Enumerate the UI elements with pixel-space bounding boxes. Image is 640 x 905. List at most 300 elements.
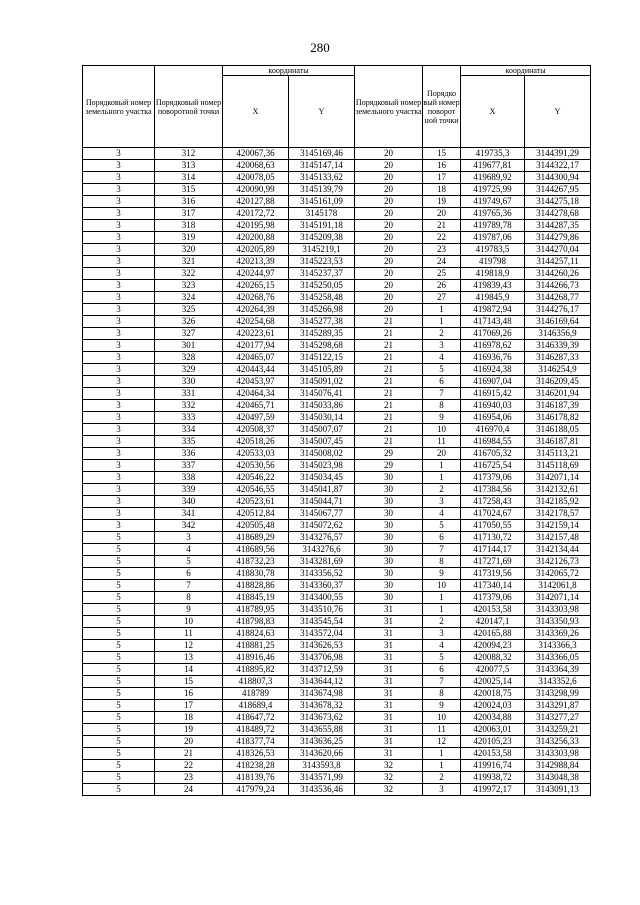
cell-x: 420546,55 xyxy=(223,484,289,496)
cell-point: 337 xyxy=(155,460,223,472)
cell-parcel-right: 20 xyxy=(355,244,423,256)
cell-y-right: 3144279,86 xyxy=(525,232,591,244)
table-row xyxy=(83,628,591,640)
cell-x: 420264,39 xyxy=(223,304,289,316)
cell-x: 420512,84 xyxy=(223,508,289,520)
cell-y: 3145105,89 xyxy=(289,364,355,376)
cell-y: 3143400,55 xyxy=(289,592,355,604)
cell-y: 3145277,38 xyxy=(289,316,355,328)
cell-x-right: 416924,38 xyxy=(461,364,525,376)
table-row xyxy=(83,460,591,472)
cell-y: 3145008,02 xyxy=(289,448,355,460)
cell-y-right: 3142178,57 xyxy=(525,508,591,520)
cell-parcel: 3 xyxy=(83,364,155,376)
cell-y: 3145250,05 xyxy=(289,280,355,292)
cell-parcel-right: 20 xyxy=(355,220,423,232)
cell-parcel: 5 xyxy=(83,616,155,628)
cell-parcel: 3 xyxy=(83,496,155,508)
cell-x: 418647,72 xyxy=(223,712,289,724)
cell-x: 418789,95 xyxy=(223,604,289,616)
cell-parcel: 3 xyxy=(83,256,155,268)
cell-point-right: 2 xyxy=(423,616,461,628)
cell-point-right: 8 xyxy=(423,688,461,700)
cell-parcel: 3 xyxy=(83,472,155,484)
cell-point-right: 27 xyxy=(423,292,461,304)
cell-y-right: 3142065,72 xyxy=(525,568,591,580)
cell-y: 3145007,07 xyxy=(289,424,355,436)
table-row xyxy=(83,316,591,328)
cell-y-right: 3143048,38 xyxy=(525,772,591,784)
cell-parcel: 3 xyxy=(83,412,155,424)
cell-y: 3145219,1 xyxy=(289,244,355,256)
cell-y-right: 3144275,18 xyxy=(525,196,591,208)
cell-point-right: 15 xyxy=(423,148,461,160)
cell-x-right: 416978,62 xyxy=(461,340,525,352)
table-row xyxy=(83,328,591,340)
cell-x: 420443,44 xyxy=(223,364,289,376)
table-row xyxy=(83,532,591,544)
cell-parcel-right: 20 xyxy=(355,196,423,208)
table-row xyxy=(83,700,591,712)
cell-y: 3145034,45 xyxy=(289,472,355,484)
cell-x: 418828,86 xyxy=(223,580,289,592)
header-point-number-right: Порядко вый номер поворот ной точки xyxy=(423,66,461,148)
cell-x-right: 417130,72 xyxy=(461,532,525,544)
cell-y: 3145147,14 xyxy=(289,160,355,172)
cell-point: 11 xyxy=(155,628,223,640)
cell-point: 339 xyxy=(155,484,223,496)
cell-point-right: 20 xyxy=(423,208,461,220)
cell-x: 420213,39 xyxy=(223,256,289,268)
cell-point-right: 11 xyxy=(423,724,461,736)
cell-point: 22 xyxy=(155,760,223,772)
table-row xyxy=(83,616,591,628)
cell-parcel-right: 21 xyxy=(355,424,423,436)
cell-x-right: 417024,67 xyxy=(461,508,525,520)
cell-parcel-right: 20 xyxy=(355,184,423,196)
cell-parcel-right: 30 xyxy=(355,472,423,484)
cell-parcel: 5 xyxy=(83,568,155,580)
cell-x: 418807,3 xyxy=(223,676,289,688)
cell-y-right: 3146287,33 xyxy=(525,352,591,364)
cell-x-right: 420063,01 xyxy=(461,724,525,736)
cell-x: 420067,36 xyxy=(223,148,289,160)
cell-x: 420464,34 xyxy=(223,388,289,400)
cell-x: 420546,22 xyxy=(223,472,289,484)
cell-parcel: 3 xyxy=(83,172,155,184)
table-row xyxy=(83,592,591,604)
cell-x-right: 420153,58 xyxy=(461,748,525,760)
cell-point-right: 3 xyxy=(423,784,461,796)
cell-x-right: 420165,88 xyxy=(461,628,525,640)
cell-x-right: 420105,23 xyxy=(461,736,525,748)
cell-parcel: 5 xyxy=(83,700,155,712)
cell-x-right: 416940,03 xyxy=(461,400,525,412)
cell-point-right: 1 xyxy=(423,760,461,772)
cell-x-right: 416954,06 xyxy=(461,412,525,424)
cell-parcel-right: 30 xyxy=(355,508,423,520)
cell-point: 23 xyxy=(155,772,223,784)
table-row xyxy=(83,256,591,268)
cell-point-right: 2 xyxy=(423,772,461,784)
table-row xyxy=(83,748,591,760)
cell-x-right: 417144,17 xyxy=(461,544,525,556)
table-row xyxy=(83,352,591,364)
cell-parcel: 3 xyxy=(83,520,155,532)
cell-point: 327 xyxy=(155,328,223,340)
cell-x: 418377,74 xyxy=(223,736,289,748)
cell-y-right: 3143091,13 xyxy=(525,784,591,796)
cell-point: 326 xyxy=(155,316,223,328)
cell-point-right: 5 xyxy=(423,520,461,532)
cell-parcel: 3 xyxy=(83,424,155,436)
cell-parcel: 3 xyxy=(83,292,155,304)
cell-y: 3145161,09 xyxy=(289,196,355,208)
cell-parcel-right: 30 xyxy=(355,484,423,496)
page-number: 280 xyxy=(310,40,330,55)
cell-x-right: 419735,3 xyxy=(461,148,525,160)
table-row xyxy=(83,184,591,196)
cell-x-right: 417050,55 xyxy=(461,520,525,532)
cell-x: 418845,19 xyxy=(223,592,289,604)
cell-parcel: 5 xyxy=(83,664,155,676)
cell-x-right: 416970,4 xyxy=(461,424,525,436)
cell-x: 420205,89 xyxy=(223,244,289,256)
table-row xyxy=(83,712,591,724)
cell-point: 19 xyxy=(155,724,223,736)
cell-point: 24 xyxy=(155,784,223,796)
cell-point: 340 xyxy=(155,496,223,508)
cell-parcel-right: 21 xyxy=(355,400,423,412)
cell-point-right: 19 xyxy=(423,196,461,208)
cell-parcel: 5 xyxy=(83,688,155,700)
cell-y-right: 3146178,82 xyxy=(525,412,591,424)
cell-parcel-right: 31 xyxy=(355,604,423,616)
cell-point: 338 xyxy=(155,472,223,484)
cell-y-right: 3146187,39 xyxy=(525,400,591,412)
cell-point: 323 xyxy=(155,280,223,292)
cell-x-right: 420153,58 xyxy=(461,604,525,616)
cell-x-right: 419972,17 xyxy=(461,784,525,796)
table-row xyxy=(83,496,591,508)
cell-x: 418830,78 xyxy=(223,568,289,580)
cell-x-right: 419798 xyxy=(461,256,525,268)
cell-point-right: 1 xyxy=(423,304,461,316)
cell-y-right: 3144266,73 xyxy=(525,280,591,292)
cell-y-right: 3143350,93 xyxy=(525,616,591,628)
cell-point: 9 xyxy=(155,604,223,616)
cell-point-right: 1 xyxy=(423,604,461,616)
cell-x-right: 419938,72 xyxy=(461,772,525,784)
cell-parcel: 5 xyxy=(83,640,155,652)
cell-point-right: 23 xyxy=(423,244,461,256)
cell-y: 3143655,88 xyxy=(289,724,355,736)
cell-y: 3143620,66 xyxy=(289,748,355,760)
cell-point: 14 xyxy=(155,664,223,676)
cell-y-right: 3146339,39 xyxy=(525,340,591,352)
cell-y-right: 3144260,26 xyxy=(525,268,591,280)
cell-x: 418689,56 xyxy=(223,544,289,556)
cell-point-right: 11 xyxy=(423,436,461,448)
cell-x: 420497,59 xyxy=(223,412,289,424)
header-x-right: X xyxy=(461,76,525,148)
cell-x: 418824,63 xyxy=(223,628,289,640)
cell-y-right: 3143366,3 xyxy=(525,640,591,652)
cell-y-right: 3143303,98 xyxy=(525,604,591,616)
cell-y-right: 3143259,21 xyxy=(525,724,591,736)
table-row xyxy=(83,568,591,580)
cell-parcel-right: 32 xyxy=(355,760,423,772)
table-row xyxy=(83,244,591,256)
cell-x: 420505,48 xyxy=(223,520,289,532)
cell-x-right: 417319,56 xyxy=(461,568,525,580)
cell-y: 3145139,79 xyxy=(289,184,355,196)
cell-x-right: 417143,48 xyxy=(461,316,525,328)
cell-y-right: 3142185,92 xyxy=(525,496,591,508)
cell-y: 3143276,57 xyxy=(289,532,355,544)
cell-point-right: 17 xyxy=(423,172,461,184)
table-row xyxy=(83,388,591,400)
cell-x-right: 419783,5 xyxy=(461,244,525,256)
cell-x-right: 419872,94 xyxy=(461,304,525,316)
cell-parcel-right: 21 xyxy=(355,412,423,424)
cell-point: 331 xyxy=(155,388,223,400)
cell-point: 342 xyxy=(155,520,223,532)
cell-y: 3145133,62 xyxy=(289,172,355,184)
cell-point: 315 xyxy=(155,184,223,196)
cell-point: 341 xyxy=(155,508,223,520)
cell-parcel: 3 xyxy=(83,268,155,280)
cell-point: 320 xyxy=(155,244,223,256)
cell-y: 3145169,46 xyxy=(289,148,355,160)
cell-parcel: 5 xyxy=(83,748,155,760)
cell-y-right: 3145113,21 xyxy=(525,448,591,460)
cell-point-right: 7 xyxy=(423,676,461,688)
cell-point-right: 5 xyxy=(423,652,461,664)
cell-y-right: 3142126,73 xyxy=(525,556,591,568)
cell-y: 3145023,98 xyxy=(289,460,355,472)
cell-point: 20 xyxy=(155,736,223,748)
cell-x: 418798,83 xyxy=(223,616,289,628)
cell-parcel: 5 xyxy=(83,604,155,616)
cell-parcel: 3 xyxy=(83,148,155,160)
table-row xyxy=(83,556,591,568)
cell-y-right: 3143277,27 xyxy=(525,712,591,724)
cell-y-right: 3142071,14 xyxy=(525,592,591,604)
cell-point: 313 xyxy=(155,160,223,172)
table-row xyxy=(83,232,591,244)
cell-y-right: 3142061,8 xyxy=(525,580,591,592)
cell-y: 3145266,98 xyxy=(289,304,355,316)
cell-y-right: 3146201,94 xyxy=(525,388,591,400)
cell-parcel-right: 21 xyxy=(355,316,423,328)
table-row xyxy=(83,196,591,208)
cell-point: 17 xyxy=(155,700,223,712)
table-row xyxy=(83,472,591,484)
cell-x-right: 417384,56 xyxy=(461,484,525,496)
table-row xyxy=(83,220,591,232)
cell-parcel-right: 20 xyxy=(355,304,423,316)
cell-x: 418881,25 xyxy=(223,640,289,652)
cell-y-right: 3142159,14 xyxy=(525,520,591,532)
cell-parcel-right: 31 xyxy=(355,652,423,664)
cell-y: 3145076,41 xyxy=(289,388,355,400)
cell-parcel: 3 xyxy=(83,316,155,328)
table-row xyxy=(83,412,591,424)
cell-parcel: 3 xyxy=(83,304,155,316)
cell-parcel: 5 xyxy=(83,676,155,688)
cell-parcel: 5 xyxy=(83,652,155,664)
cell-x: 420508,37 xyxy=(223,424,289,436)
cell-y-right: 3142132,61 xyxy=(525,484,591,496)
cell-point: 5 xyxy=(155,556,223,568)
cell-point-right: 21 xyxy=(423,220,461,232)
cell-x-right: 419725,99 xyxy=(461,184,525,196)
cell-parcel-right: 31 xyxy=(355,628,423,640)
cell-parcel: 3 xyxy=(83,352,155,364)
cell-parcel-right: 20 xyxy=(355,280,423,292)
cell-point: 18 xyxy=(155,712,223,724)
cell-y-right: 3142988,84 xyxy=(525,760,591,772)
cell-parcel-right: 31 xyxy=(355,748,423,760)
cell-x: 418732,23 xyxy=(223,556,289,568)
table-row xyxy=(83,724,591,736)
cell-parcel: 5 xyxy=(83,556,155,568)
header-coordinates-left: координаты xyxy=(223,66,355,76)
cell-x: 420523,61 xyxy=(223,496,289,508)
cell-parcel-right: 31 xyxy=(355,640,423,652)
cell-point-right: 5 xyxy=(423,364,461,376)
cell-x: 420453,97 xyxy=(223,376,289,388)
table-row xyxy=(83,544,591,556)
cell-point-right: 1 xyxy=(423,472,461,484)
cell-parcel-right: 20 xyxy=(355,292,423,304)
cell-x: 418489,72 xyxy=(223,724,289,736)
cell-point: 317 xyxy=(155,208,223,220)
cell-x: 418238,28 xyxy=(223,760,289,772)
header-row-top xyxy=(83,66,591,76)
table-row xyxy=(83,508,591,520)
cell-parcel-right: 32 xyxy=(355,772,423,784)
cell-x-right: 416936,76 xyxy=(461,352,525,364)
cell-y: 3143571,99 xyxy=(289,772,355,784)
cell-y-right: 3144391,29 xyxy=(525,148,591,160)
cell-y: 3145030,14 xyxy=(289,412,355,424)
cell-y-right: 3143364,39 xyxy=(525,664,591,676)
cell-y-right: 3144270,04 xyxy=(525,244,591,256)
cell-x: 420090,99 xyxy=(223,184,289,196)
cell-x-right: 420025,14 xyxy=(461,676,525,688)
cell-point: 21 xyxy=(155,748,223,760)
cell-parcel-right: 30 xyxy=(355,496,423,508)
cell-point: 319 xyxy=(155,232,223,244)
cell-x: 420265,15 xyxy=(223,280,289,292)
cell-x: 420530,56 xyxy=(223,460,289,472)
cell-parcel-right: 30 xyxy=(355,520,423,532)
cell-parcel-right: 21 xyxy=(355,364,423,376)
cell-y: 3145178 xyxy=(289,208,355,220)
cell-parcel: 3 xyxy=(83,448,155,460)
cell-point: 8 xyxy=(155,592,223,604)
cell-point: 15 xyxy=(155,676,223,688)
cell-parcel-right: 20 xyxy=(355,208,423,220)
cell-x: 418789 xyxy=(223,688,289,700)
cell-point-right: 9 xyxy=(423,700,461,712)
cell-x: 417979,24 xyxy=(223,784,289,796)
cell-x: 418326,53 xyxy=(223,748,289,760)
cell-parcel-right: 20 xyxy=(355,172,423,184)
cell-y: 3143706,98 xyxy=(289,652,355,664)
cell-x-right: 416915,42 xyxy=(461,388,525,400)
cell-point: 314 xyxy=(155,172,223,184)
table-row xyxy=(83,760,591,772)
cell-x-right: 419787,06 xyxy=(461,232,525,244)
cell-point-right: 24 xyxy=(423,256,461,268)
cell-point-right: 9 xyxy=(423,568,461,580)
cell-parcel: 3 xyxy=(83,400,155,412)
cell-parcel: 5 xyxy=(83,592,155,604)
cell-point: 324 xyxy=(155,292,223,304)
cell-x-right: 417258,43 xyxy=(461,496,525,508)
cell-point: 332 xyxy=(155,400,223,412)
cell-x-right: 417340,14 xyxy=(461,580,525,592)
cell-x: 420223,61 xyxy=(223,328,289,340)
table-row xyxy=(83,280,591,292)
cell-y: 3145041,87 xyxy=(289,484,355,496)
table-row xyxy=(83,652,591,664)
cell-x: 420518,26 xyxy=(223,436,289,448)
cell-parcel: 5 xyxy=(83,760,155,772)
cell-x-right: 416907,04 xyxy=(461,376,525,388)
cell-x: 418689,4 xyxy=(223,700,289,712)
header-x-left: X xyxy=(223,76,289,148)
cell-y-right: 3143352,6 xyxy=(525,676,591,688)
table-row xyxy=(83,520,591,532)
cell-point-right: 6 xyxy=(423,664,461,676)
cell-y-right: 3143256,33 xyxy=(525,736,591,748)
cell-y: 3143644,12 xyxy=(289,676,355,688)
cell-parcel: 3 xyxy=(83,160,155,172)
cell-parcel: 3 xyxy=(83,220,155,232)
cell-parcel-right: 21 xyxy=(355,328,423,340)
cell-point-right: 3 xyxy=(423,628,461,640)
cell-x-right: 419789,78 xyxy=(461,220,525,232)
cell-point: 325 xyxy=(155,304,223,316)
cell-x-right: 419839,43 xyxy=(461,280,525,292)
cell-point-right: 1 xyxy=(423,460,461,472)
cell-y: 3143674,98 xyxy=(289,688,355,700)
cell-point-right: 7 xyxy=(423,544,461,556)
cell-x-right: 420024,03 xyxy=(461,700,525,712)
cell-point-right: 6 xyxy=(423,532,461,544)
table-row xyxy=(83,436,591,448)
cell-y: 3143673,62 xyxy=(289,712,355,724)
cell-point: 4 xyxy=(155,544,223,556)
cell-point-right: 4 xyxy=(423,508,461,520)
cell-parcel-right: 32 xyxy=(355,784,423,796)
cell-y: 3145298,68 xyxy=(289,340,355,352)
cell-point: 316 xyxy=(155,196,223,208)
cell-parcel-right: 21 xyxy=(355,352,423,364)
cell-y-right: 3142157,48 xyxy=(525,532,591,544)
cell-parcel-right: 31 xyxy=(355,616,423,628)
table-row xyxy=(83,676,591,688)
cell-y: 3145067,77 xyxy=(289,508,355,520)
cell-parcel: 3 xyxy=(83,232,155,244)
header-parcel-number-right: Порядковый номер земельного участка xyxy=(355,66,423,148)
cell-parcel: 3 xyxy=(83,328,155,340)
cell-parcel-right: 31 xyxy=(355,724,423,736)
